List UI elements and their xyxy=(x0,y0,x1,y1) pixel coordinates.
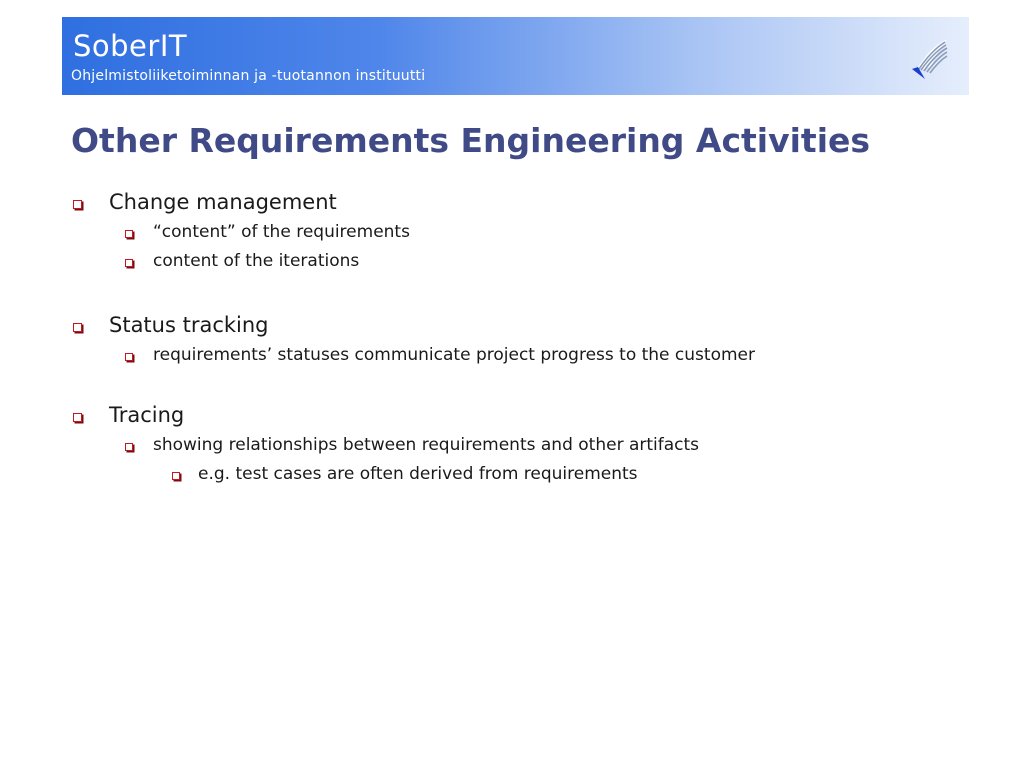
sub-bullet-content-iterations xyxy=(153,250,359,272)
bullet-status-tracking xyxy=(109,312,269,338)
bullet-tracing xyxy=(109,402,184,428)
square-bullet-icon xyxy=(125,230,133,238)
square-bullet-icon xyxy=(73,323,82,332)
sub-bullet-statuses xyxy=(153,344,755,366)
sail-logo-icon xyxy=(907,33,953,83)
brand-subtitle: Ohjelmistoliiketoiminnan ja -tuotannon instituutti xyxy=(71,68,426,84)
square-bullet-icon xyxy=(125,353,133,361)
bullet-text: content of the iterations xyxy=(153,251,360,271)
square-bullet-icon xyxy=(73,200,82,209)
square-bullet-icon xyxy=(172,472,180,480)
bullet-text: Tracing xyxy=(109,403,185,427)
bullet-text: e.g. test cases are often derived from requirements xyxy=(198,464,638,484)
bullet-text: requirements’ statuses communicate project progress to the customer xyxy=(153,345,755,365)
bullet-text: Change management xyxy=(109,190,337,214)
bullet-text: showing relationships between requirements and other artifacts xyxy=(153,435,700,455)
sub-bullet-relationships xyxy=(153,434,699,456)
slide-title: Other Requirements Engineering Activities xyxy=(71,121,871,160)
bullet-text: Status tracking xyxy=(109,313,269,337)
bullet-change-management xyxy=(109,189,337,215)
sub-bullet-content-requirements xyxy=(153,221,410,243)
bullet-text: “content” of the requirements xyxy=(153,222,410,242)
header-banner xyxy=(62,17,969,95)
brand-name: SoberIT xyxy=(73,29,188,63)
square-bullet-icon xyxy=(125,259,133,267)
square-bullet-icon xyxy=(125,443,133,451)
square-bullet-icon xyxy=(73,413,82,422)
sub-sub-bullet-test-cases xyxy=(198,463,638,485)
